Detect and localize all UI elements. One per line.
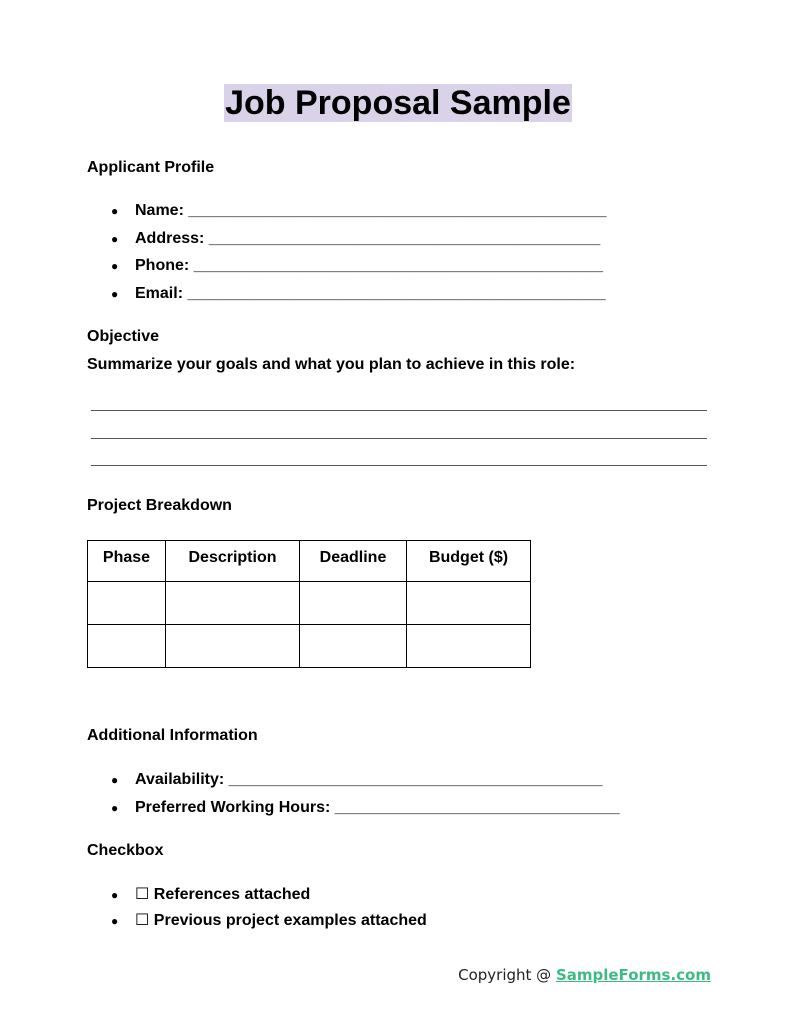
- phone-field[interactable]: ● Phone: ______________________________________________: [87, 256, 607, 276]
- project-breakdown-heading: Project Breakdown: [87, 497, 232, 514]
- project-breakdown-table: [87, 540, 531, 668]
- objective-prompt: Summarize your goals and what you plan to achieve in this role:: [87, 356, 576, 373]
- column-header-deadline: Deadline: [300, 541, 407, 582]
- column-header-description: Description: [166, 541, 300, 582]
- column-header-phase: Phase: [88, 541, 166, 582]
- copyright-footer: [458, 965, 711, 985]
- objective-answer-line[interactable]: [91, 438, 707, 439]
- email-field[interactable]: ● Email: _______________________________________________: [87, 284, 607, 304]
- previous-project-examples-checkbox[interactable]: ● ☐ Previous project examples attached: [87, 911, 427, 931]
- copyright-text: Copyright @: [458, 966, 556, 984]
- table-cell[interactable]: [166, 625, 300, 668]
- table-header-row: [88, 541, 531, 582]
- table-cell[interactable]: [300, 582, 407, 625]
- table-cell[interactable]: [88, 625, 166, 668]
- table-row: [88, 582, 531, 625]
- availability-field[interactable]: ● Availability: __________________________________________: [87, 770, 620, 790]
- address-field[interactable]: ● Address: ____________________________________________: [87, 229, 607, 249]
- table-row: [88, 625, 531, 668]
- sampleforms-link[interactable]: SampleForms.com: [555, 966, 711, 984]
- additional-information-heading: Additional Information: [87, 727, 258, 744]
- checkbox-list: [87, 885, 427, 931]
- applicant-profile-heading: Applicant Profile: [87, 159, 215, 176]
- checkbox-heading: Checkbox: [87, 842, 164, 859]
- objective-heading: Objective: [87, 328, 160, 345]
- table-cell[interactable]: [407, 625, 531, 668]
- preferred-working-hours-field[interactable]: ● Preferred Working Hours: ________________________________: [87, 798, 620, 818]
- table-cell[interactable]: [300, 625, 407, 668]
- column-header-budget: Budget ($): [407, 541, 531, 582]
- table-cell[interactable]: [88, 582, 166, 625]
- page-title: Job Proposal Sample: [225, 84, 571, 122]
- applicant-profile-list: [87, 201, 607, 304]
- name-field[interactable]: ● Name: _______________________________________________: [87, 201, 607, 221]
- objective-answer-line[interactable]: [91, 465, 707, 466]
- table-cell[interactable]: [407, 582, 531, 625]
- additional-information-list: [87, 770, 620, 818]
- table-cell[interactable]: [166, 582, 300, 625]
- references-attached-checkbox[interactable]: ● ☐ References attached: [87, 885, 427, 905]
- objective-answer-line[interactable]: [91, 410, 707, 411]
